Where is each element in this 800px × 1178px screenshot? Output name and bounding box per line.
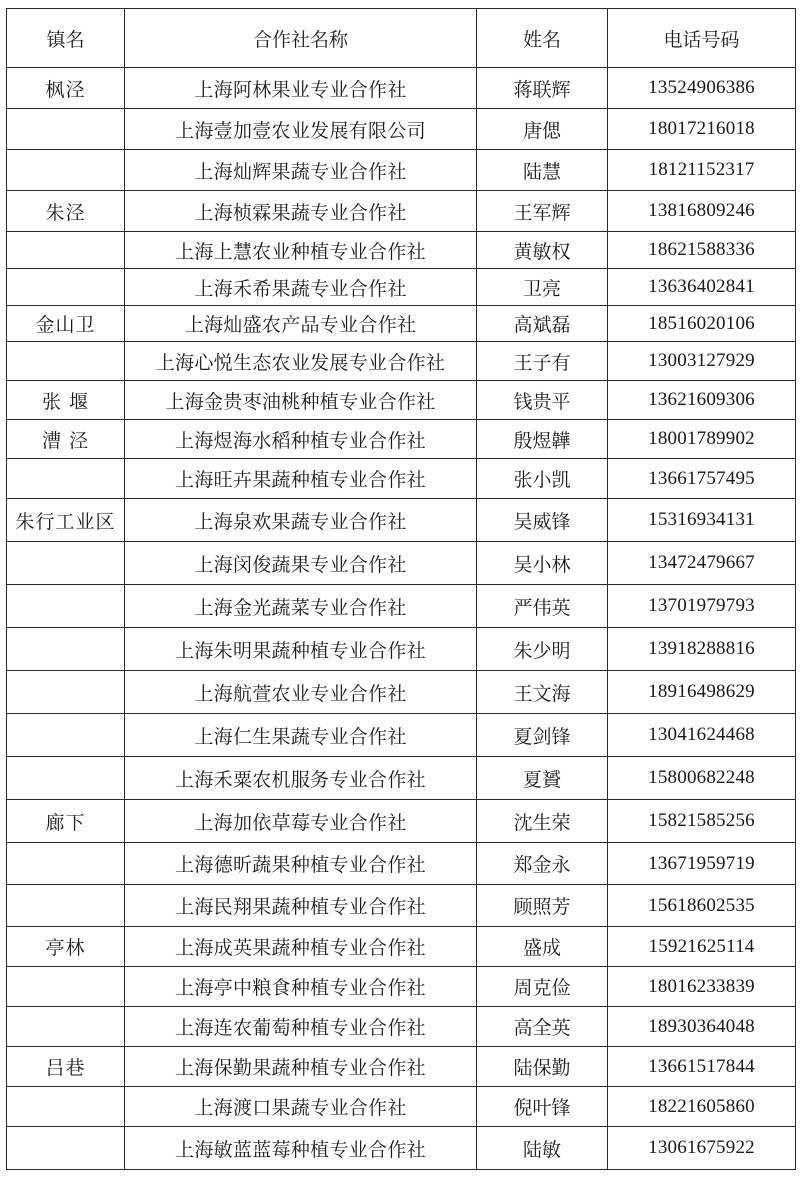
town-cell <box>7 269 125 306</box>
cooperative-name-cell: 上海泉欢果蔬专业合作社 <box>125 499 477 542</box>
table-row <box>7 68 796 109</box>
phone-number-cell: 13918288816 <box>608 628 796 671</box>
table-row <box>7 757 796 800</box>
person-name-cell: 王文海 <box>477 671 608 714</box>
town-cell <box>7 1007 125 1047</box>
cooperative-name-cell: 上海灿辉果蔬专业合作社 <box>125 150 477 191</box>
phone-number-cell: 13621609306 <box>608 381 796 420</box>
table-row <box>7 967 796 1007</box>
phone-number-cell: 13472479667 <box>608 542 796 585</box>
table-row <box>7 1087 796 1127</box>
table-row <box>7 269 796 306</box>
town-cell <box>7 885 125 927</box>
town-cell <box>7 628 125 671</box>
phone-number-cell: 13041624468 <box>608 714 796 757</box>
person-name-cell: 朱少明 <box>477 628 608 671</box>
phone-number-cell: 13661517844 <box>608 1047 796 1087</box>
person-name-cell: 唐偲 <box>477 109 608 150</box>
phone-number-cell: 15316934131 <box>608 499 796 542</box>
table-row <box>7 191 796 232</box>
table-row <box>7 885 796 927</box>
cooperative-name-cell: 上海敏蓝蓝莓种植专业合作社 <box>125 1127 477 1170</box>
header-phone: 电话号码 <box>608 9 796 68</box>
phone-number-cell: 13061675922 <box>608 1127 796 1170</box>
town-cell: 张 堰 <box>7 381 125 420</box>
town-cell: 亭林 <box>7 927 125 967</box>
town-cell <box>7 1087 125 1127</box>
phone-number-cell: 13701979793 <box>608 585 796 628</box>
cooperative-name-cell: 上海壹加壹农业发展有限公司 <box>125 109 477 150</box>
table-row <box>7 585 796 628</box>
town-cell: 漕 泾 <box>7 420 125 459</box>
town-cell <box>7 714 125 757</box>
cooperative-table-container <box>6 8 796 1170</box>
town-cell <box>7 843 125 885</box>
table-row <box>7 927 796 967</box>
table-row <box>7 800 796 843</box>
phone-number-cell: 18121152317 <box>608 150 796 191</box>
cooperative-name-cell: 上海航萱农业专业合作社 <box>125 671 477 714</box>
person-name-cell: 吴小林 <box>477 542 608 585</box>
table-row <box>7 232 796 269</box>
person-name-cell: 卫亮 <box>477 269 608 306</box>
table-row <box>7 628 796 671</box>
person-name-cell: 陆保勤 <box>477 1047 608 1087</box>
cooperative-name-cell: 上海煜海水稻种植专业合作社 <box>125 420 477 459</box>
cooperative-name-cell: 上海禾粟农机服务专业合作社 <box>125 757 477 800</box>
table-row <box>7 671 796 714</box>
phone-number-cell: 15921625114 <box>608 927 796 967</box>
cooperative-name-cell: 上海阿林果业专业合作社 <box>125 68 477 109</box>
cooperative-name-cell: 上海仁生果蔬专业合作社 <box>125 714 477 757</box>
person-name-cell: 张小凯 <box>477 459 608 499</box>
town-cell <box>7 459 125 499</box>
phone-number-cell: 15618602535 <box>608 885 796 927</box>
table-row <box>7 306 796 342</box>
person-name-cell: 盛成 <box>477 927 608 967</box>
cooperative-name-cell: 上海金贵枣油桃种植专业合作社 <box>125 381 477 420</box>
person-name-cell: 郑金永 <box>477 843 608 885</box>
town-cell: 廊下 <box>7 800 125 843</box>
cooperative-name-cell: 上海上慧农业种植专业合作社 <box>125 232 477 269</box>
cooperative-name-cell: 上海连农葡萄种植专业合作社 <box>125 1007 477 1047</box>
cooperative-name-cell: 上海渡口果蔬专业合作社 <box>125 1087 477 1127</box>
cooperative-name-cell: 上海禾希果蔬专业合作社 <box>125 269 477 306</box>
cooperative-name-cell: 上海金光蔬菜专业合作社 <box>125 585 477 628</box>
person-name-cell: 倪叶锋 <box>477 1087 608 1127</box>
town-cell <box>7 542 125 585</box>
person-name-cell: 严伟英 <box>477 585 608 628</box>
table-row <box>7 542 796 585</box>
town-cell: 朱行工业区 <box>7 499 125 542</box>
cooperative-name-cell: 上海成英果蔬种植专业合作社 <box>125 927 477 967</box>
person-name-cell: 沈生荣 <box>477 800 608 843</box>
cooperative-name-cell: 上海亭中粮食种植专业合作社 <box>125 967 477 1007</box>
person-name-cell: 殷煜韡 <box>477 420 608 459</box>
cooperative-name-cell: 上海朱明果蔬种植专业合作社 <box>125 628 477 671</box>
cooperative-name-cell: 上海民翔果蔬种植专业合作社 <box>125 885 477 927</box>
town-cell: 朱泾 <box>7 191 125 232</box>
person-name-cell: 吴威锋 <box>477 499 608 542</box>
cooperative-name-cell: 上海桢霖果蔬专业合作社 <box>125 191 477 232</box>
person-name-cell: 黄敏权 <box>477 232 608 269</box>
header-person: 姓名 <box>477 9 608 68</box>
cooperative-name-cell: 上海灿盛农产品专业合作社 <box>125 306 477 342</box>
table-row <box>7 499 796 542</box>
table-row <box>7 150 796 191</box>
phone-number-cell: 18621588336 <box>608 232 796 269</box>
phone-number-cell: 18221605860 <box>608 1087 796 1127</box>
town-cell <box>7 757 125 800</box>
town-cell <box>7 232 125 269</box>
town-cell <box>7 150 125 191</box>
header-row <box>7 9 796 68</box>
phone-number-cell: 13003127929 <box>608 342 796 381</box>
person-name-cell: 陆慧 <box>477 150 608 191</box>
phone-number-cell: 18916498629 <box>608 671 796 714</box>
table-row <box>7 1047 796 1087</box>
phone-number-cell: 13661757495 <box>608 459 796 499</box>
cooperative-table <box>6 8 796 1170</box>
cooperative-name-cell: 上海保勤果蔬种植专业合作社 <box>125 1047 477 1087</box>
person-name-cell: 王军辉 <box>477 191 608 232</box>
town-cell: 枫泾 <box>7 68 125 109</box>
person-name-cell: 夏贇 <box>477 757 608 800</box>
person-name-cell: 钱贵平 <box>477 381 608 420</box>
cooperative-name-cell: 上海旺卉果蔬种植专业合作社 <box>125 459 477 499</box>
town-cell <box>7 585 125 628</box>
header-cooperative: 合作社名称 <box>125 9 477 68</box>
person-name-cell: 蒋联辉 <box>477 68 608 109</box>
person-name-cell: 高斌磊 <box>477 306 608 342</box>
table-row <box>7 1007 796 1047</box>
table-body <box>7 68 796 1170</box>
phone-number-cell: 13671959719 <box>608 843 796 885</box>
table-row <box>7 109 796 150</box>
town-cell <box>7 342 125 381</box>
person-name-cell: 周克俭 <box>477 967 608 1007</box>
town-cell: 金山卫 <box>7 306 125 342</box>
table-row <box>7 459 796 499</box>
phone-number-cell: 18016233839 <box>608 967 796 1007</box>
cooperative-name-cell: 上海德昕蔬果种植专业合作社 <box>125 843 477 885</box>
town-cell <box>7 671 125 714</box>
town-cell <box>7 1127 125 1170</box>
phone-number-cell: 18017216018 <box>608 109 796 150</box>
cooperative-name-cell: 上海心悦生态农业发展专业合作社 <box>125 342 477 381</box>
person-name-cell: 王子有 <box>477 342 608 381</box>
table-row <box>7 714 796 757</box>
table-row <box>7 420 796 459</box>
phone-number-cell: 13636402841 <box>608 269 796 306</box>
person-name-cell: 夏剑锋 <box>477 714 608 757</box>
phone-number-cell: 13816809246 <box>608 191 796 232</box>
town-cell <box>7 967 125 1007</box>
person-name-cell: 顾照芳 <box>477 885 608 927</box>
table-row <box>7 843 796 885</box>
phone-number-cell: 13524906386 <box>608 68 796 109</box>
table-row <box>7 1127 796 1170</box>
person-name-cell: 陆敏 <box>477 1127 608 1170</box>
phone-number-cell: 15821585256 <box>608 800 796 843</box>
phone-number-cell: 18516020106 <box>608 306 796 342</box>
town-cell: 吕巷 <box>7 1047 125 1087</box>
header-town: 镇名 <box>7 9 125 68</box>
table-row <box>7 342 796 381</box>
phone-number-cell: 18930364048 <box>608 1007 796 1047</box>
cooperative-name-cell: 上海闵俊蔬果专业合作社 <box>125 542 477 585</box>
phone-number-cell: 15800682248 <box>608 757 796 800</box>
table-row <box>7 381 796 420</box>
phone-number-cell: 18001789902 <box>608 420 796 459</box>
person-name-cell: 高全英 <box>477 1007 608 1047</box>
cooperative-name-cell: 上海加依草莓专业合作社 <box>125 800 477 843</box>
town-cell <box>7 109 125 150</box>
